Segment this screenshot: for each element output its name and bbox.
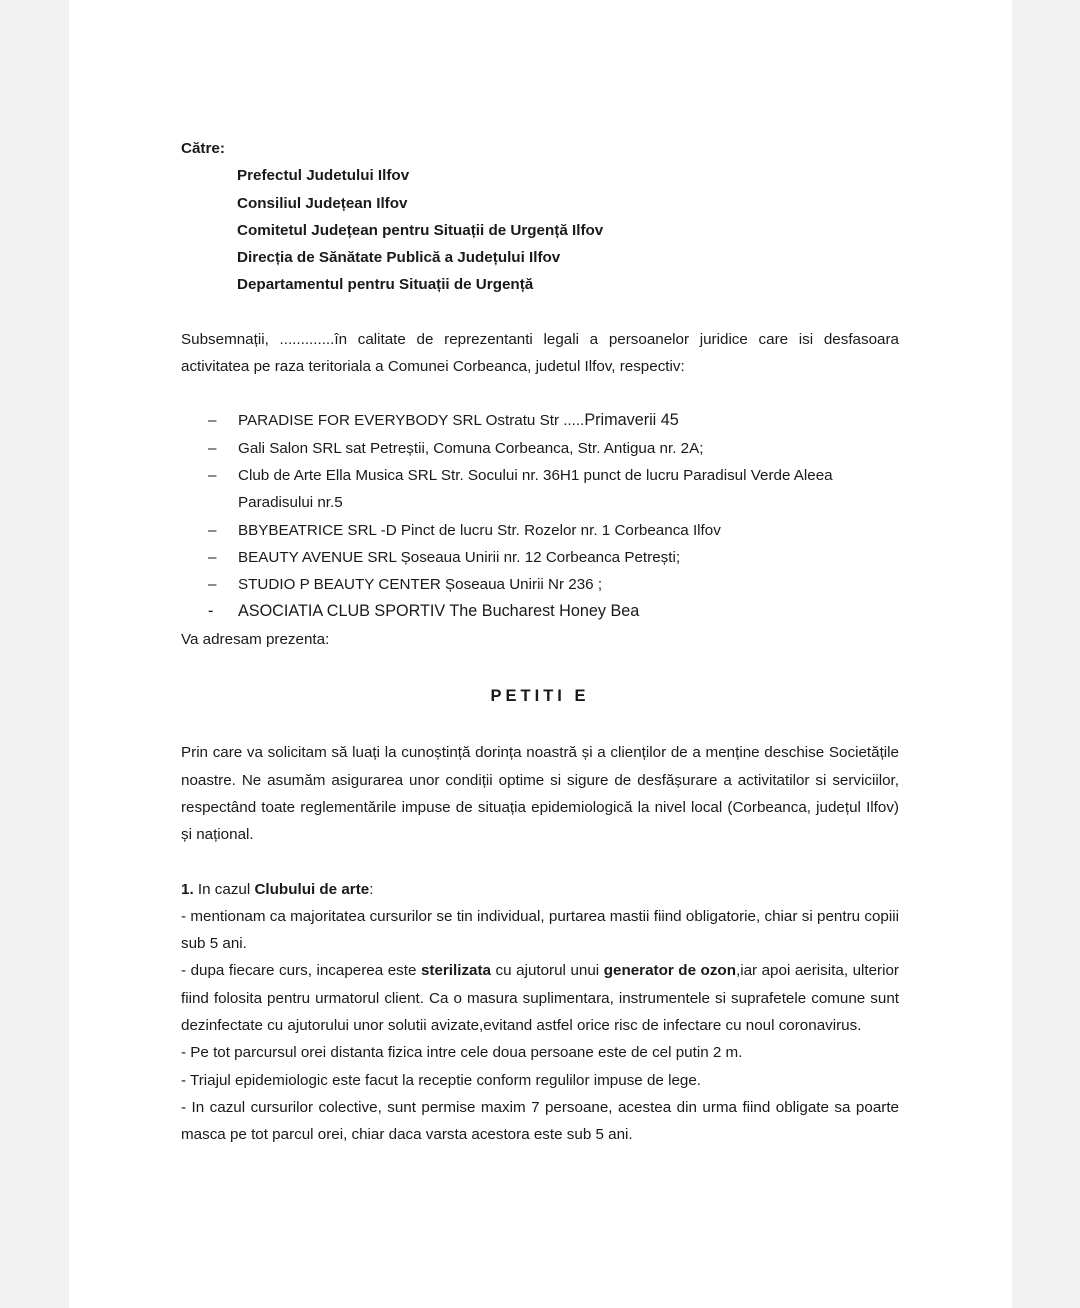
section-lead: In cazul [193,880,255,898]
company-text: BBYBEATRICE SRL -D Pinct de lucru Str. Rozelor nr. 1 Corbeanca Ilfov [238,521,721,539]
address-line: Va adresam prezenta: [181,630,330,648]
list-dash: – [208,548,217,566]
list-item [181,517,899,544]
list-dash: – [208,439,217,457]
item-text: - dupa fiecare curs, incaperea este [181,962,421,980]
section-item: - mentionam ca majoritatea cursurilor se tin individual, purtarea mastii fiind obligatorie, chiar si pentru copiii sub 5 ani. [181,907,899,953]
petition-paragraph: Prin care va solicitam să luați la cunoștință dorința noastră și a clienților de a menține deschise Societățile noastre. Ne asumăm asigurarea unor condiții optime si sigure de desfășurare a activitatilor si serviciilor, respectând toate reglementările impuse de situația epidemiologică la nivel local (Corbeanca, județul Ilfov) și național. [181,744,899,844]
item-text: cu ajutorul unui [491,962,604,980]
recipient-dsu: Departamentul pentru Situații de Urgență [237,276,534,294]
to-label: Către: [181,140,225,157]
list-item [181,571,899,598]
recipient-prefect: Prefectul Judetului Ilfov [237,167,410,185]
list-dash: – [208,576,217,594]
list-dash: – [208,521,217,539]
companies-list [181,407,899,625]
section-1-heading [181,876,899,903]
company-text: Gali Salon SRL sat Petreștii, Comuna Corbeanca, Str. Antigua nr. 2A; [238,439,704,457]
company-text: BEAUTY AVENUE SRL Șoseaua Unirii nr. 12 Corbeanca Petrești; [238,548,681,566]
company-text: Club de Arte Ella Musica SRL Str. Socului nr. 36H1 punct de lucru Paradisul Verde Aleea Paradisului nr.5 [238,466,833,512]
list-dash: – [208,466,217,484]
company-text: ASOCIATIA CLUB SPORTIV The Bucharest Honey Bea [238,602,640,621]
section-number: 1. [181,880,194,898]
company-text: PARADISE FOR EVERYBODY SRL Ostratu Str ..... [238,412,585,430]
section-subject: Clubului de arte [254,880,370,898]
intro-paragraph: Subsemnații, .............în calitate de reprezentanti legali a persoanelor juridice care isi desfasoara activitatea pe raza teritoriala a Comunei Corbeanca, judetul Ilfov, respectiv: [181,330,899,376]
section-item: - Triajul epidemiologic este facut la receptie conform regulilor impuse de lege. [181,1071,702,1089]
document-title: PETITI E [490,687,590,706]
list-item [181,435,899,462]
section-1 [181,876,899,1149]
list-dash: – [208,412,217,430]
list-item [181,598,668,625]
section-colon: : [369,880,374,898]
company-extra: Primaverii 45 [584,411,679,430]
document-content [181,135,899,1149]
item-text: ,iar apoi aerisita, ulterior fiind folosita pentru urmatorul client. Ca o masura suplimentara, instrumentele si suprafetele comune sunt dezinfectate cu ajutoruluі unor solutii avizate,evitand astfel orice risc de infectare cu noul coronavirus. [181,962,899,1035]
company-text: STUDIO P BEAUTY CENTER Șoseaua Unirii Nr 236 ; [238,576,603,594]
recipients-list [237,162,899,298]
section-item: - In cazul cursurilor colective, sunt permise maxim 7 persoane, acestea din urma fiind obligate sa poarte masca pe tot parcul orei, chiar daca varsta acestora este sub 5 ani. [181,1098,899,1144]
list-item [181,407,899,434]
document-page [69,0,1012,1308]
recipient-comitet: Comitetul Județean pentru Situații de Urgență Ilfov [237,221,604,239]
recipient-consiliu: Consiliul Județean Ilfov [237,194,408,212]
section-item [181,957,899,1039]
item-emphasis: sterilizata [420,962,492,980]
recipient-dsp: Direcția de Sănătate Publică a Județului Ilfov [237,249,561,267]
list-item [181,544,899,571]
section-item: - Pe tot parcursul orei distanta fizica intre cele doua persoane este de cel putin 2 m. [181,1044,743,1062]
list-item [181,462,899,517]
list-dash: - [208,602,214,621]
item-emphasis: generator de ozon [603,962,736,980]
